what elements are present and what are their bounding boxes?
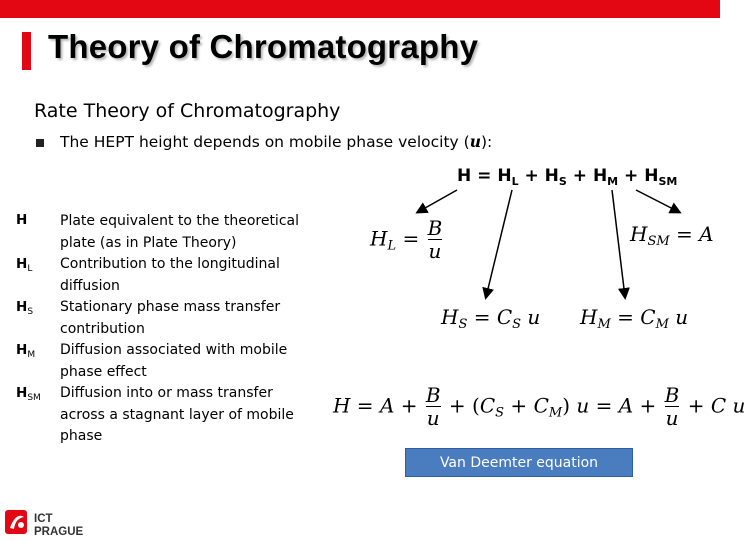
title-marker [22, 32, 31, 70]
logo-text-line1: ICT [34, 513, 53, 525]
legend-symbol-hsm: $H_{SM}$ [16, 385, 41, 403]
legend-symbol-hl: $H_L$ [16, 256, 33, 274]
logo-text-line2: PRAGUE [34, 526, 84, 538]
bullet-point: The HEPT height depends on mobile phase velocity (u): [60, 132, 493, 151]
legend-desc-hm: Diffusion associated with mobile phase effect [60, 342, 288, 380]
slide-title: Theory of Chromatography [48, 28, 479, 65]
legend-desc-hs: Stationary phase mass transfer contribution [60, 299, 281, 337]
slide-subtitle: Rate Theory of Chromatography [34, 100, 341, 122]
formula-hs: $H_S = C_S$ u [441, 305, 541, 332]
formula-hsm: $H_{SM} = A$ [630, 222, 714, 249]
formula-hm: $H_M = C_M$ u [580, 305, 689, 332]
legend-symbol-hs: $H_S$ [16, 299, 34, 317]
arrow-to-hsm [636, 190, 679, 212]
legend-desc-h: Plate equivalent to the theoretical plate (as in Plate Theory) [60, 213, 299, 251]
ict-logo-icon [4, 508, 30, 536]
legend-desc-hsm: Diffusion into or mass transfer across a stagnant layer of mobile phase [60, 385, 294, 444]
arrow-to-hs [486, 190, 512, 297]
formula-van-deemter: H = A + $\frac{B}{u}$ + $(C_S + C_M) u = A$ + $\frac{B}{u}$ + C u [333, 383, 745, 430]
van-deemter-label-box: Van Deemter equation [405, 448, 633, 477]
hept-sum-equation: $H = H_L + H_S + H_M + H_{SM}$ [457, 166, 678, 188]
arrow-to-hl [418, 190, 457, 212]
top-accent-bar [0, 0, 720, 18]
arrow-to-hm [612, 190, 625, 297]
ict-prague-logo [4, 508, 94, 538]
formula-hl: $H_L$ = $\frac{B}{u}$ [370, 216, 443, 263]
legend-symbol-hm: $H_M$ [16, 342, 36, 360]
legend-desc-hl: Contribution to the longitudinal diffusion [60, 256, 280, 294]
bullet-square-icon [36, 139, 44, 147]
legend-symbol-h: H [16, 212, 28, 228]
